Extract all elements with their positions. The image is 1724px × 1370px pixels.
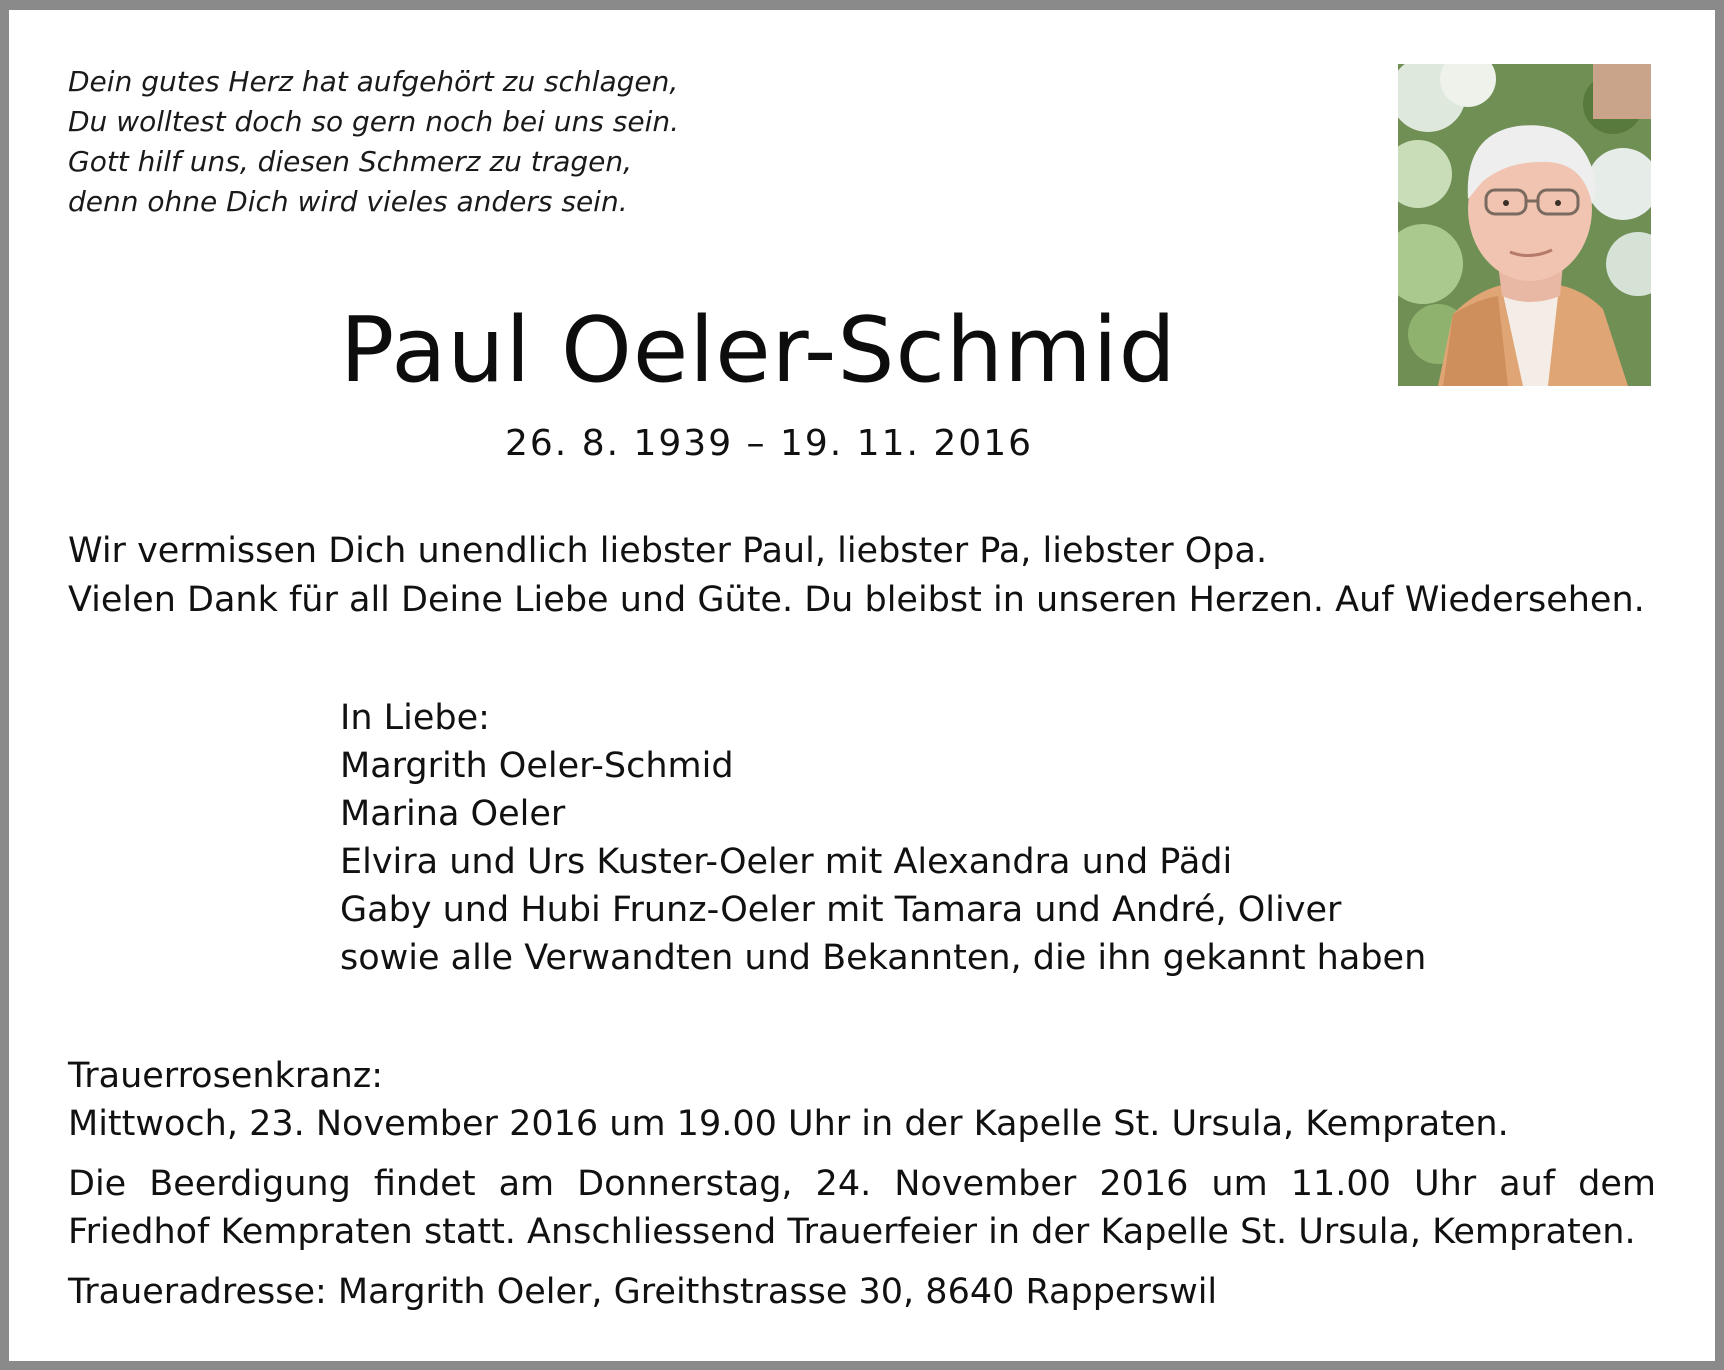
farewell-message [68,527,1645,625]
message-line: Wir vermissen Dich unendlich liebster Paul, liebster Pa, liebster Opa. [68,531,1268,571]
portrait-photo [1398,64,1651,386]
family-intro: In Liebe: [340,698,490,738]
family-member: Margrith Oeler-Schmid [340,746,734,786]
portrait-illustration [1398,64,1651,386]
family-member: Gaby und Hubi Frunz-Oeler mit Tamara und André, Oliver [340,890,1342,930]
rosary-detail: Mittwoch, 23. November 2016 um 19.00 Uhr in der Kapelle St. Ursula, Kempraten. [68,1104,1509,1144]
poem [68,62,679,222]
family-member: sowie alle Verwandten und Bekannten, die ihn gekannt haben [340,938,1427,978]
message-line: Vielen Dank für all Deine Liebe und Güte. Du bleibst in unseren Herzen. Auf Wiedersehen. [68,580,1645,620]
rosary-heading: Trauerrosenkranz: [68,1056,383,1096]
family-member: Elvira und Urs Kuster-Oeler mit Alexandra und Pädi [340,842,1233,882]
family-list [340,694,1426,982]
life-dates: 26. 8. 1939 – 19. 11. 2016 [505,423,1033,464]
service-schedule [68,1052,1656,1316]
funeral-line: Friedhof Kempraten statt. Anschliessend Trauerfeier in der Kapelle St. Ursula, Kempraten. [68,1212,1636,1252]
funeral-line: Die Beerdigung findet am Donnerstag, 24. November 2016 um 11.00 Uhr auf dem [68,1164,1656,1204]
poem-line: Gott hilf uns, diesen Schmerz zu tragen, [68,145,633,178]
poem-line: denn ohne Dich wird vieles anders sein. [68,185,628,218]
mourning-address: Traueradresse: Margrith Oeler, Greithstrasse 30, 8640 Rapperswil [68,1272,1218,1312]
poem-line: Dein gutes Herz hat aufgehört zu schlagen, [68,65,679,98]
deceased-name: Paul Oeler-Schmid [340,298,1177,403]
family-member: Marina Oeler [340,794,566,834]
poem-line: Du wolltest doch so gern noch bei uns sein. [68,105,680,138]
